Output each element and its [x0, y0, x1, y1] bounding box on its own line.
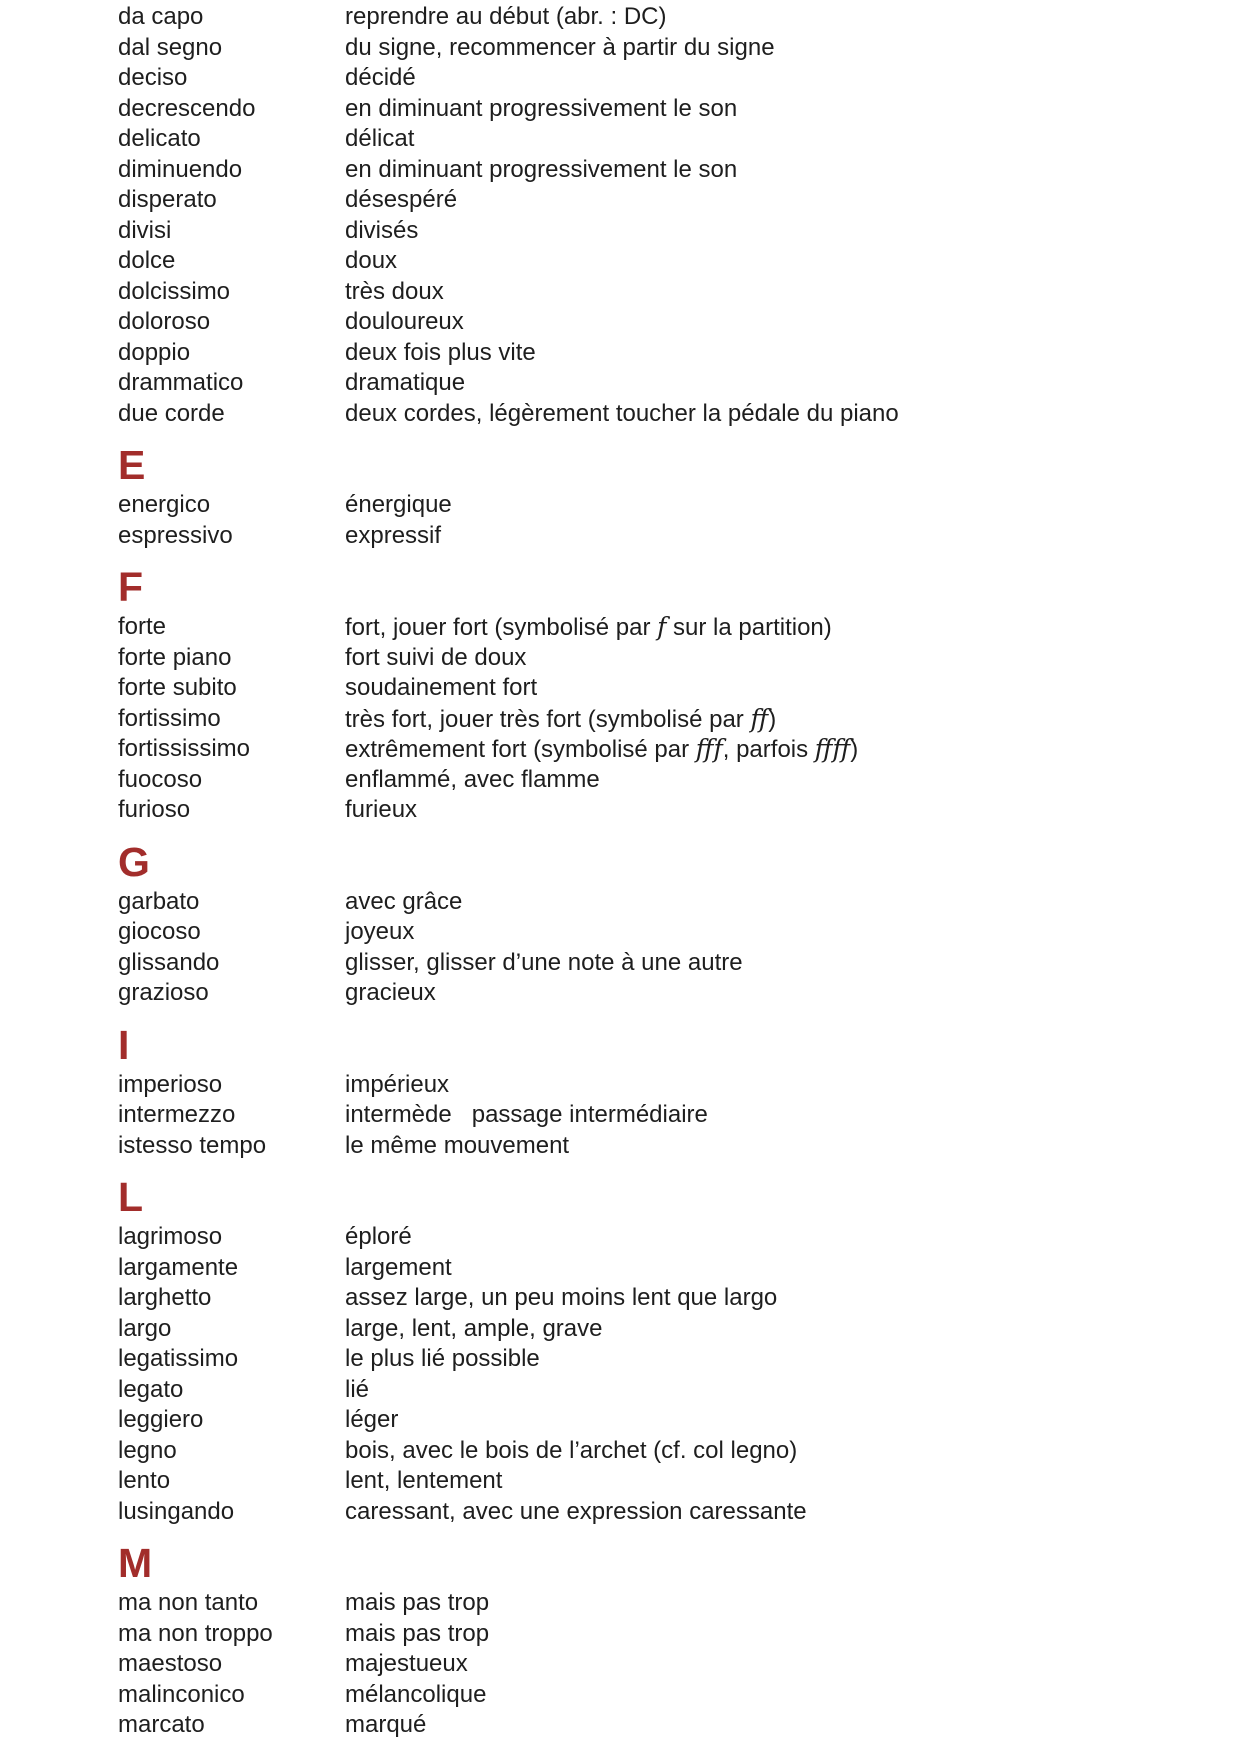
dynamics-symbol: ff [750, 703, 769, 733]
glossary-row [118, 307, 1211, 338]
translation: furieux [345, 796, 418, 824]
section-e [118, 442, 1211, 551]
translation: désespéré [345, 186, 458, 214]
translation: mais pas trop [345, 1589, 490, 1617]
section-d-continued [118, 2, 1211, 429]
glossary-row [118, 1619, 1211, 1650]
translation: joyeux [345, 918, 415, 946]
translation: marqué [345, 1711, 427, 1739]
glossary-row [118, 1680, 1211, 1711]
glossary-row [118, 2, 1211, 33]
translation: caressant, avec une expression caressante [345, 1497, 807, 1525]
term: largamente [118, 1253, 239, 1281]
term: legatissimo [118, 1345, 239, 1373]
glossary-row [118, 1375, 1211, 1406]
term: deciso [118, 64, 188, 92]
term: forte piano [118, 643, 232, 671]
term: glissando [118, 948, 220, 976]
glossary-row [118, 643, 1211, 674]
translation: léger [345, 1406, 399, 1434]
term: giocoso [118, 918, 201, 946]
term: lusingando [118, 1497, 235, 1525]
translation: bois, avec le bois de l’archet (cf. col legno) [345, 1436, 798, 1464]
glossary-row [118, 704, 1211, 735]
section-i [118, 1022, 1211, 1162]
translation: le plus lié possible [345, 1345, 540, 1373]
term: istesso tempo [118, 1131, 267, 1159]
term: divisi [118, 216, 172, 244]
term: da capo [118, 3, 204, 31]
section-m [118, 1540, 1211, 1741]
glossary-row [118, 63, 1211, 94]
section-letter: E [118, 442, 146, 488]
term: largo [118, 1314, 172, 1342]
glossary-row [118, 155, 1211, 186]
glossary-row [118, 948, 1211, 979]
dynamics-symbol: ffff [814, 734, 851, 764]
glossary-row [118, 399, 1211, 430]
section-letter: M [118, 1540, 153, 1586]
term: lagrimoso [118, 1223, 223, 1251]
glossary-row [118, 1283, 1211, 1314]
translation: fort, jouer fort (symbolisé par f sur la partition) [345, 612, 832, 642]
glossary-row [118, 490, 1211, 521]
term: malinconico [118, 1680, 245, 1708]
translation: dramatique [345, 369, 466, 397]
term: larghetto [118, 1284, 212, 1312]
glossary-row [118, 1588, 1211, 1619]
glossary-row [118, 1222, 1211, 1253]
translation: éploré [345, 1223, 412, 1251]
translation: en diminuant progressivement le son [345, 155, 738, 183]
translation: mélancolique [345, 1680, 487, 1708]
glossary-row [118, 1253, 1211, 1284]
glossary-row [118, 1710, 1211, 1741]
translation: reprendre au début (abr. : DC) [345, 3, 667, 31]
glossary-row [118, 1649, 1211, 1680]
term: forte subito [118, 674, 237, 702]
translation: assez large, un peu moins lent que largo [345, 1284, 778, 1312]
term: legno [118, 1436, 177, 1464]
translation: majestueux [345, 1650, 468, 1678]
translation: très doux [345, 277, 444, 305]
term: fortississimo [118, 735, 251, 763]
term: imperioso [118, 1070, 223, 1098]
translation: divisés [345, 216, 419, 244]
glossary-row [118, 765, 1211, 796]
term: grazioso [118, 979, 209, 1007]
glossary-row [118, 216, 1211, 247]
term: fortissimo [118, 704, 221, 732]
glossary-row [118, 368, 1211, 399]
term: fuocoso [118, 765, 203, 793]
glossary-row [118, 795, 1211, 826]
glossary-row [118, 1070, 1211, 1101]
term: marcato [118, 1711, 205, 1739]
section-letter: G [118, 838, 150, 885]
translation: large, lent, ample, grave [345, 1314, 603, 1342]
term: forte [118, 613, 167, 641]
glossary-row [118, 338, 1211, 369]
section-l [118, 1174, 1211, 1527]
translation: du signe, recommencer à partir du signe [345, 33, 775, 61]
translation: délicat [345, 125, 415, 153]
term: doppio [118, 338, 191, 366]
glossary-row [118, 1497, 1211, 1528]
translation: lié [345, 1375, 370, 1403]
glossary-row [118, 124, 1211, 155]
glossary-row [118, 277, 1211, 308]
term: ma non tanto [118, 1589, 259, 1617]
term: dolce [118, 247, 176, 275]
glossary-row [118, 1100, 1211, 1131]
section-letter: I [118, 1021, 130, 1068]
translation: largement [345, 1253, 452, 1281]
term: drammatico [118, 369, 244, 397]
glossary-row [118, 1436, 1211, 1467]
glossary-row [118, 521, 1211, 552]
glossary-row [118, 33, 1211, 64]
term: legato [118, 1375, 184, 1403]
translation: glisser, glisser d’une note à une autre [345, 948, 743, 976]
glossary-row [118, 978, 1211, 1009]
translation: lent, lentement [345, 1467, 503, 1495]
translation: doux [345, 247, 398, 275]
term: espressivo [118, 521, 233, 549]
term: due corde [118, 399, 225, 427]
term: delicato [118, 125, 201, 153]
glossary-row [118, 734, 1211, 765]
translation: le même mouvement [345, 1131, 570, 1159]
translation: extrêmement fort (symbolisé par fff, parfois ffff) [345, 734, 859, 764]
translation: énergique [345, 491, 452, 519]
glossary-row [118, 1405, 1211, 1436]
glossary-row [118, 887, 1211, 918]
glossary-row [118, 1314, 1211, 1345]
term: ma non troppo [118, 1619, 273, 1647]
translation: deux cordes, légèrement toucher la pédale du piano [345, 399, 899, 427]
glossary-row [118, 917, 1211, 948]
translation: gracieux [345, 979, 436, 1007]
glossary-row [118, 1344, 1211, 1375]
glossary-row [118, 94, 1211, 125]
translation: fort suivi de doux [345, 643, 527, 671]
term: energico [118, 491, 211, 519]
section-letter: L [118, 1174, 144, 1220]
term: intermezzo [118, 1101, 236, 1129]
dynamics-symbol: f [657, 612, 667, 642]
section-f [118, 564, 1211, 826]
term: furioso [118, 796, 191, 824]
term: dal segno [118, 33, 223, 61]
term: dolcissimo [118, 277, 231, 305]
section-letter: F [118, 564, 144, 610]
translation: avec grâce [345, 887, 463, 915]
term: maestoso [118, 1650, 223, 1678]
translation: en diminuant progressivement le son [345, 94, 738, 122]
term: disperato [118, 186, 217, 214]
translation: douloureux [345, 308, 464, 336]
dynamics-symbol: fff [695, 734, 723, 764]
glossary-content [118, 2, 1211, 1741]
term: decrescendo [118, 94, 256, 122]
section-g [118, 839, 1211, 1009]
glossary-row [118, 1466, 1211, 1497]
term: leggiero [118, 1406, 204, 1434]
glossary-row [118, 185, 1211, 216]
term: garbato [118, 887, 200, 915]
translation: mais pas trop [345, 1619, 490, 1647]
term: diminuendo [118, 155, 243, 183]
translation: expressif [345, 521, 442, 549]
glossary-row [118, 1131, 1211, 1162]
translation: décidé [345, 64, 416, 92]
term: doloroso [118, 308, 211, 336]
translation: impérieux [345, 1070, 450, 1098]
glossary-row [118, 612, 1211, 643]
translation: soudainement fort [345, 674, 538, 702]
glossary-row [118, 673, 1211, 704]
glossary-row [118, 246, 1211, 277]
translation: deux fois plus vite [345, 338, 536, 366]
translation: intermède passage intermédiaire [345, 1101, 708, 1129]
translation: enflammé, avec flamme [345, 765, 600, 793]
term: lento [118, 1467, 171, 1495]
translation: très fort, jouer très fort (symbolisé par ff) [345, 703, 777, 733]
